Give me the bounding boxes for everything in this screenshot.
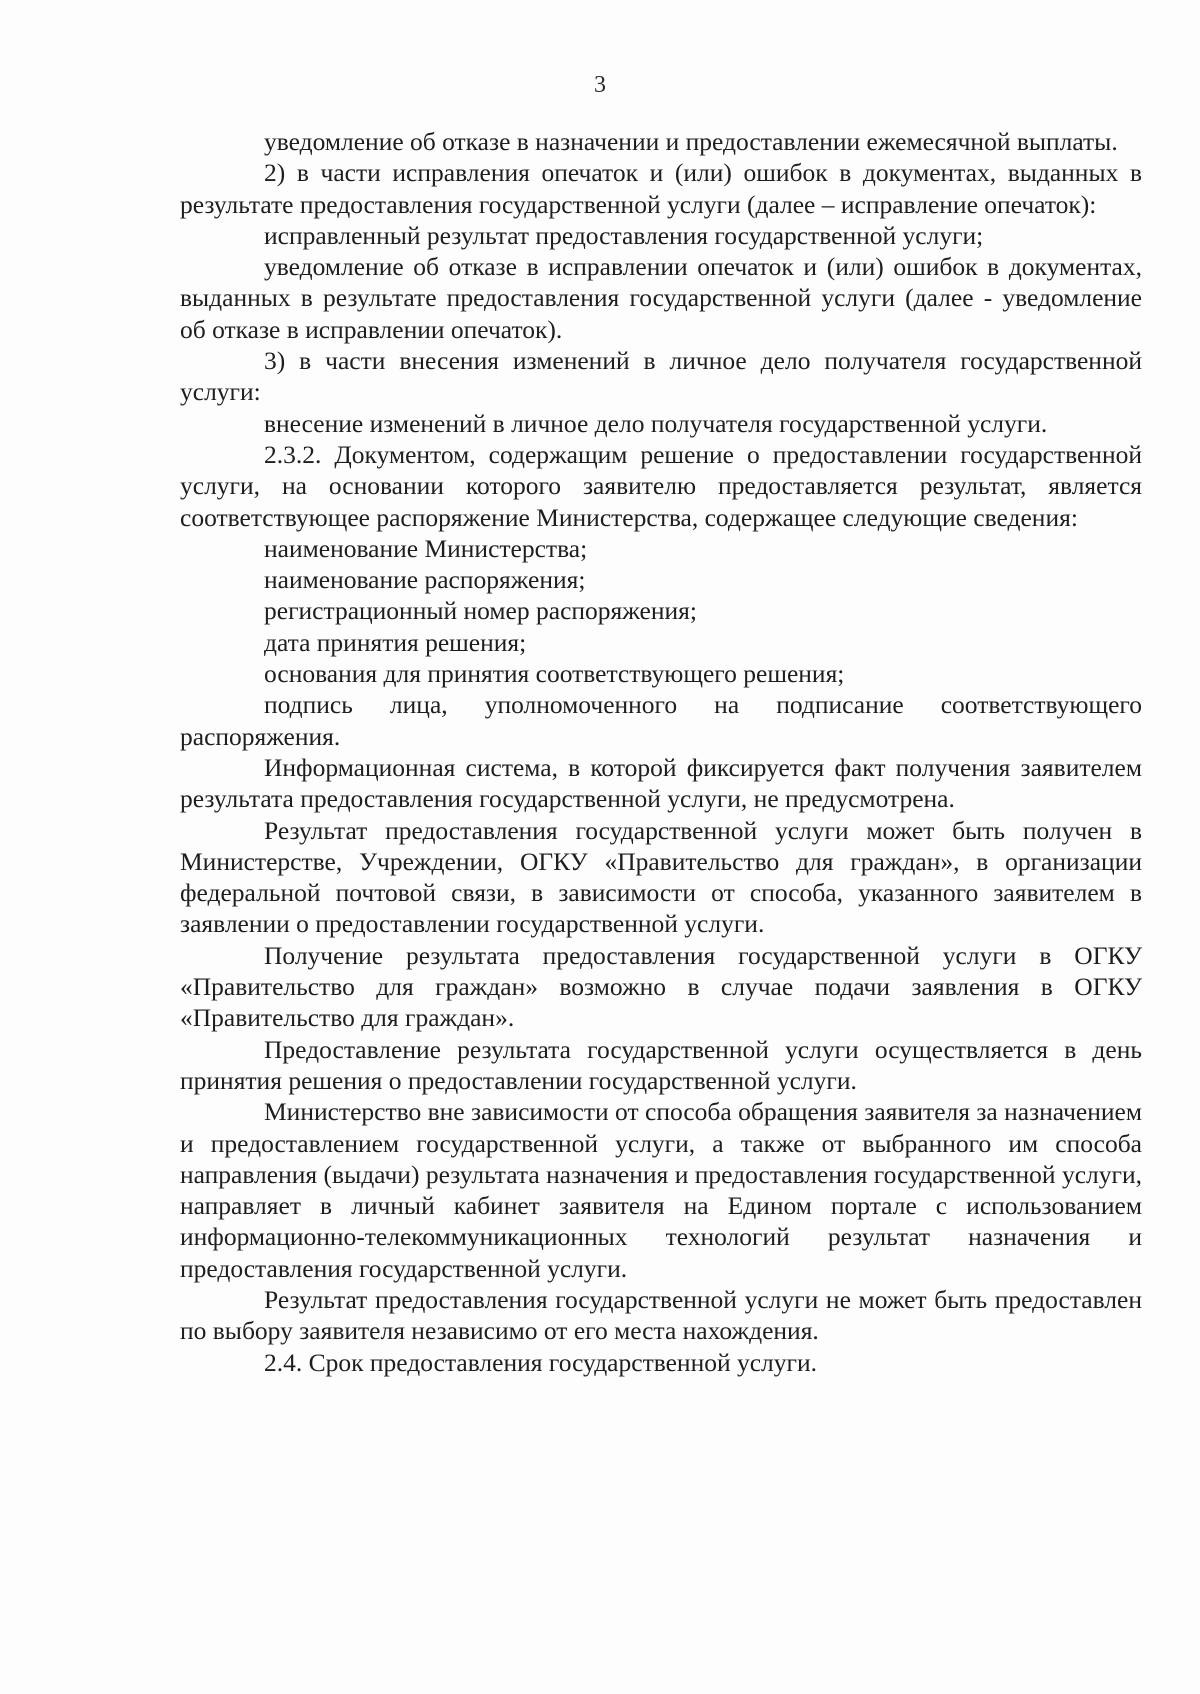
list-item: дата принятия решения; (264, 627, 527, 657)
paragraph: Результат предоставления государственной услуги не может быть предоставлен по выбору заявителя независимо от его места нахождения. (180, 1284, 1142, 1346)
paragraph: 2) в части исправления опечаток и (или) ошибок в документах, выданных в результате предоставления государственной услуги (далее – исправление опечаток): (180, 158, 1142, 219)
list-item: основания для принятия соответствующего решения; (264, 659, 845, 689)
paragraph: Предоставление результата государственной услуги осуществляется в день принятия решения о предоставлении государственной услуги. (180, 1034, 1142, 1095)
list-item: подпись лица, уполномоченного на подписание соответствующего распоряжения. (180, 690, 1142, 751)
list-item: регистрационный номер распоряжения; (264, 596, 697, 626)
list-item: наименование Министерства; (264, 533, 588, 563)
paragraph: Результат предоставления государственной услуги может быть получен в Министерстве, Учреждении, ОГКУ «Правительство для граждан», в организации федеральной почтовой связи, в зависимости от способа, указанного заявителем в заявлении о предоставлении государственной услуги. (180, 815, 1142, 939)
list-item: наименование распоряжения; (264, 565, 586, 595)
paragraph: 3) в части внесения изменений в личное дело получателя государственной услуги: (180, 346, 1142, 407)
paragraph: уведомление об отказе в исправлении опечаток и (или) ошибок в документах, выданных в результате предоставления государственной услуги (далее - уведомление об отказе в исправлении опечаток). (180, 252, 1142, 344)
paragraph: 2.3.2. Документом, содержащим решение о предоставлении государственной услуги, на основании которого заявителю предоставляется результат, является соответствующее распоряжение Министерства, содержащее следующие сведения: (180, 439, 1142, 532)
paragraph: уведомление об отказе в назначении и предоставлении ежемесячной выплаты. (264, 127, 1118, 156)
paragraph: исправленный результат предоставления государственной услуги; (264, 220, 984, 250)
section-heading: 2.4. Срок предоставления государственной услуги. (264, 1347, 818, 1377)
paragraph: Получение результата предоставления государственной услуги в ОГКУ «Правительство для граждан» возможно в случае подачи заявления в ОГКУ «Правительство для граждан». (180, 940, 1142, 1033)
document-body (180, 126, 1142, 1378)
page-number: 3 (594, 72, 606, 98)
paragraph: Министерство вне зависимости от способа обращения заявителя за назначением и предоставлением государственной услуги, а также от выбранного им способа направления (выдачи) результата назначения и предоставления государственной услуги, направляет в личный кабинет заявителя на Едином портале с использованием информационно-телекоммуникационных технологий результат назначения и предоставления государственной услуги. (180, 1097, 1142, 1283)
paragraph: внесение изменений в личное дело получателя государственной услуги. (264, 408, 1048, 438)
paragraph: Информационная система, в которой фиксируется факт получения заявителем результата предоставления государственной услуги, не предусмотрена. (180, 752, 1142, 814)
